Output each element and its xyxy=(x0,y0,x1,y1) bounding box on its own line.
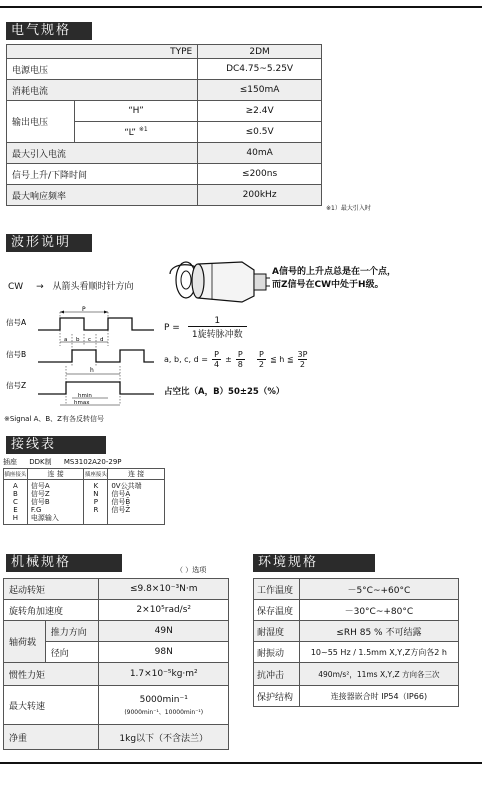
row-value: DC4.75~5.25V xyxy=(198,59,322,80)
row-value: －30°C~+80°C xyxy=(299,600,458,621)
signal-z-wave xyxy=(38,382,154,394)
radial-value: 98N xyxy=(99,642,229,663)
radial-label: 径向 xyxy=(45,642,99,663)
hmin-label: hmin xyxy=(78,393,92,399)
dim-b-label: b xyxy=(76,337,80,343)
fraction-den: 8 xyxy=(237,360,243,369)
fraction-p-8 xyxy=(236,350,245,369)
section-title-environment: 环境规格 xyxy=(253,554,375,572)
pin: N xyxy=(93,490,99,498)
abcd-equals: a, b, c, d = xyxy=(164,355,208,364)
output-l-cell xyxy=(74,122,197,143)
type-value: 2DM xyxy=(198,45,322,59)
row-value: ≤9.8×10⁻³N·m xyxy=(99,579,229,600)
connection: F.G xyxy=(30,506,42,514)
col-pin-left: 插座接头 xyxy=(4,469,28,480)
cw-line xyxy=(8,279,134,292)
fraction-den: 2 xyxy=(299,360,306,369)
fraction-3p-2 xyxy=(298,350,308,369)
row-label: 信号上升/下降时间 xyxy=(7,164,198,185)
thrust-value: 49N xyxy=(99,621,229,642)
row-label: 起动转矩 xyxy=(4,579,99,600)
top-rule xyxy=(0,6,482,8)
col-conn-left: 连 接 xyxy=(27,469,84,480)
p-numerator: 1 xyxy=(214,316,221,326)
h-range: ≦ h ≦ xyxy=(269,355,294,364)
dim-d-label: d xyxy=(100,337,104,343)
pin: H xyxy=(12,514,19,522)
connection: 信号B̄ xyxy=(111,498,131,506)
signal-a-label: 信号A xyxy=(6,318,27,327)
max-speed-value: 5000min⁻¹ xyxy=(139,694,188,705)
arrow-icon: → xyxy=(36,282,44,292)
a-signal-note xyxy=(272,266,396,292)
row-label: 旋转角加速度 xyxy=(4,600,99,621)
p-equals: P = xyxy=(164,323,180,333)
row-label: 最大转速 xyxy=(4,686,99,725)
row-value: 490m/s²，11ms X,Y,Z 方向各三次 xyxy=(299,663,458,686)
connection: 信号Ā xyxy=(111,490,131,498)
environment-spec-table xyxy=(253,578,459,707)
row-value: 200kHz xyxy=(198,185,322,206)
signal-b-label: 信号B xyxy=(6,350,27,359)
a-signal-note-line2: 而Z信号在CW中处于H级。 xyxy=(272,280,384,290)
signal-note: ※Signal A、B、Z有各反转信号 xyxy=(4,415,104,423)
fraction-p-2 xyxy=(257,350,266,369)
row-value: 连接器嵌合时 IP54（IP66) xyxy=(299,686,458,707)
p-dim-label: P xyxy=(82,306,86,313)
fraction-num: 3P xyxy=(297,350,308,359)
connection: 信号A xyxy=(30,482,50,490)
row-label: 工作温度 xyxy=(254,579,300,600)
plug-model: MS3102A20-29P xyxy=(63,458,122,466)
connection: 信号B xyxy=(30,498,50,506)
dim-a-label: a xyxy=(64,337,68,343)
pin: P xyxy=(93,498,99,506)
cw-description: 从箭头看顺时针方向 xyxy=(52,282,134,292)
row-value: ≤200ns xyxy=(198,164,322,185)
a-signal-note-line1: A信号的上升点总是在一个点， xyxy=(272,267,396,277)
output-l-note: ※1 xyxy=(138,126,148,133)
option-note: （ ）选项 xyxy=(176,566,207,574)
row-value: 10~55 Hz / 1.5mm X,Y,Z方向各2 h xyxy=(299,642,458,663)
thrust-label: 推力方向 xyxy=(45,621,99,642)
max-speed-options: (9000min⁻¹、10000min⁻¹) xyxy=(124,708,204,716)
left-connections xyxy=(27,480,84,525)
col-conn-right: 连 接 xyxy=(108,469,165,480)
row-value: ≤RH 85 % 不可结露 xyxy=(299,621,458,642)
fraction-num: P xyxy=(214,350,219,359)
row-value: －5°C~+60°C xyxy=(299,579,458,600)
row-label: 消耗电流 xyxy=(7,80,198,101)
right-pins xyxy=(84,480,108,525)
shaft-load-label: 轴荷载 xyxy=(4,621,46,663)
pin: K xyxy=(93,482,99,490)
output-l-label: “L” xyxy=(124,128,136,138)
col-pin-right: 插座接头 xyxy=(84,469,108,480)
electrical-footnote: ※1）最大引入时 xyxy=(326,205,371,212)
section-title-wiring: 接线表 xyxy=(6,436,106,454)
signal-a-wave xyxy=(38,318,154,330)
output-l-value: ≤0.5V xyxy=(198,122,322,143)
row-label: 保存温度 xyxy=(254,600,300,621)
output-h-value: ≥2.4V xyxy=(198,101,322,122)
pin: E xyxy=(13,506,18,514)
pin: A xyxy=(13,482,18,490)
hmax-label: hmax xyxy=(74,400,90,406)
section-title-waveform: 波形说明 xyxy=(6,234,92,252)
bottom-rule xyxy=(0,762,482,764)
row-label: 抗冲击 xyxy=(254,663,300,686)
row-value: 1kg以下（不含法兰） xyxy=(99,725,229,750)
timing-diagram xyxy=(4,306,160,408)
row-label: 耐振动 xyxy=(254,642,300,663)
row-value: ≤150mA xyxy=(198,80,322,101)
section-title-mechanical: 机械规格 xyxy=(6,554,122,572)
p-denominator: 1旋转脉冲数 xyxy=(188,326,247,340)
type-label: TYPE xyxy=(7,45,198,59)
electrical-spec-table xyxy=(6,44,322,206)
plug-info xyxy=(3,457,122,467)
row-label: 惯性力矩 xyxy=(4,663,99,686)
connection: 电源输入 xyxy=(30,514,59,522)
encoder-illustration xyxy=(164,252,272,308)
connection: 信号Z xyxy=(30,490,50,498)
fraction-num: P xyxy=(258,350,264,359)
plug-label: 插座 xyxy=(3,458,17,466)
pin: B xyxy=(13,490,18,498)
row-value: 40mA xyxy=(198,143,322,164)
plus-minus: ± xyxy=(225,355,232,364)
output-voltage-label: 输出电压 xyxy=(7,101,75,143)
output-h-label: “H” xyxy=(74,101,197,122)
row-label: 电源电压 xyxy=(7,59,198,80)
fraction-den: 2 xyxy=(258,360,264,369)
p-fraction xyxy=(188,316,247,340)
section-title-electrical: 电气规格 xyxy=(6,22,92,40)
row-label: 最大响应频率 xyxy=(7,185,198,206)
signal-z-label: 信号Z xyxy=(6,381,27,390)
plug-maker: DDK制 xyxy=(29,458,52,466)
row-label: 耐湿度 xyxy=(254,621,300,642)
mechanical-spec-table xyxy=(3,578,229,750)
fraction-p-4 xyxy=(212,350,221,369)
pin: R xyxy=(93,506,99,514)
connection: 信号Z̄ xyxy=(111,506,131,514)
formula-p xyxy=(164,316,247,340)
right-connections xyxy=(108,480,165,525)
row-label: 净重 xyxy=(4,725,99,750)
connection: 0V公共端 xyxy=(111,482,142,490)
fraction-num: P xyxy=(237,350,243,359)
duty-cycle: 占空比（A，B）50±25（%） xyxy=(164,387,285,397)
row-value: 2×10⁵rad/s² xyxy=(99,600,229,621)
left-pins xyxy=(4,480,28,525)
row-value: 1.7×10⁻⁵kg·m² xyxy=(99,663,229,686)
h-dim-label: h xyxy=(90,367,94,374)
wiring-table xyxy=(3,468,165,525)
max-speed-cell xyxy=(99,686,229,725)
formula-abcd xyxy=(164,350,307,369)
dim-c-label: c xyxy=(88,337,92,343)
cw-label: CW xyxy=(8,282,24,292)
row-label: 最大引入电流 xyxy=(7,143,198,164)
fraction-den: 4 xyxy=(213,360,220,369)
pin: C xyxy=(12,498,18,506)
row-label: 保护结构 xyxy=(254,686,300,707)
